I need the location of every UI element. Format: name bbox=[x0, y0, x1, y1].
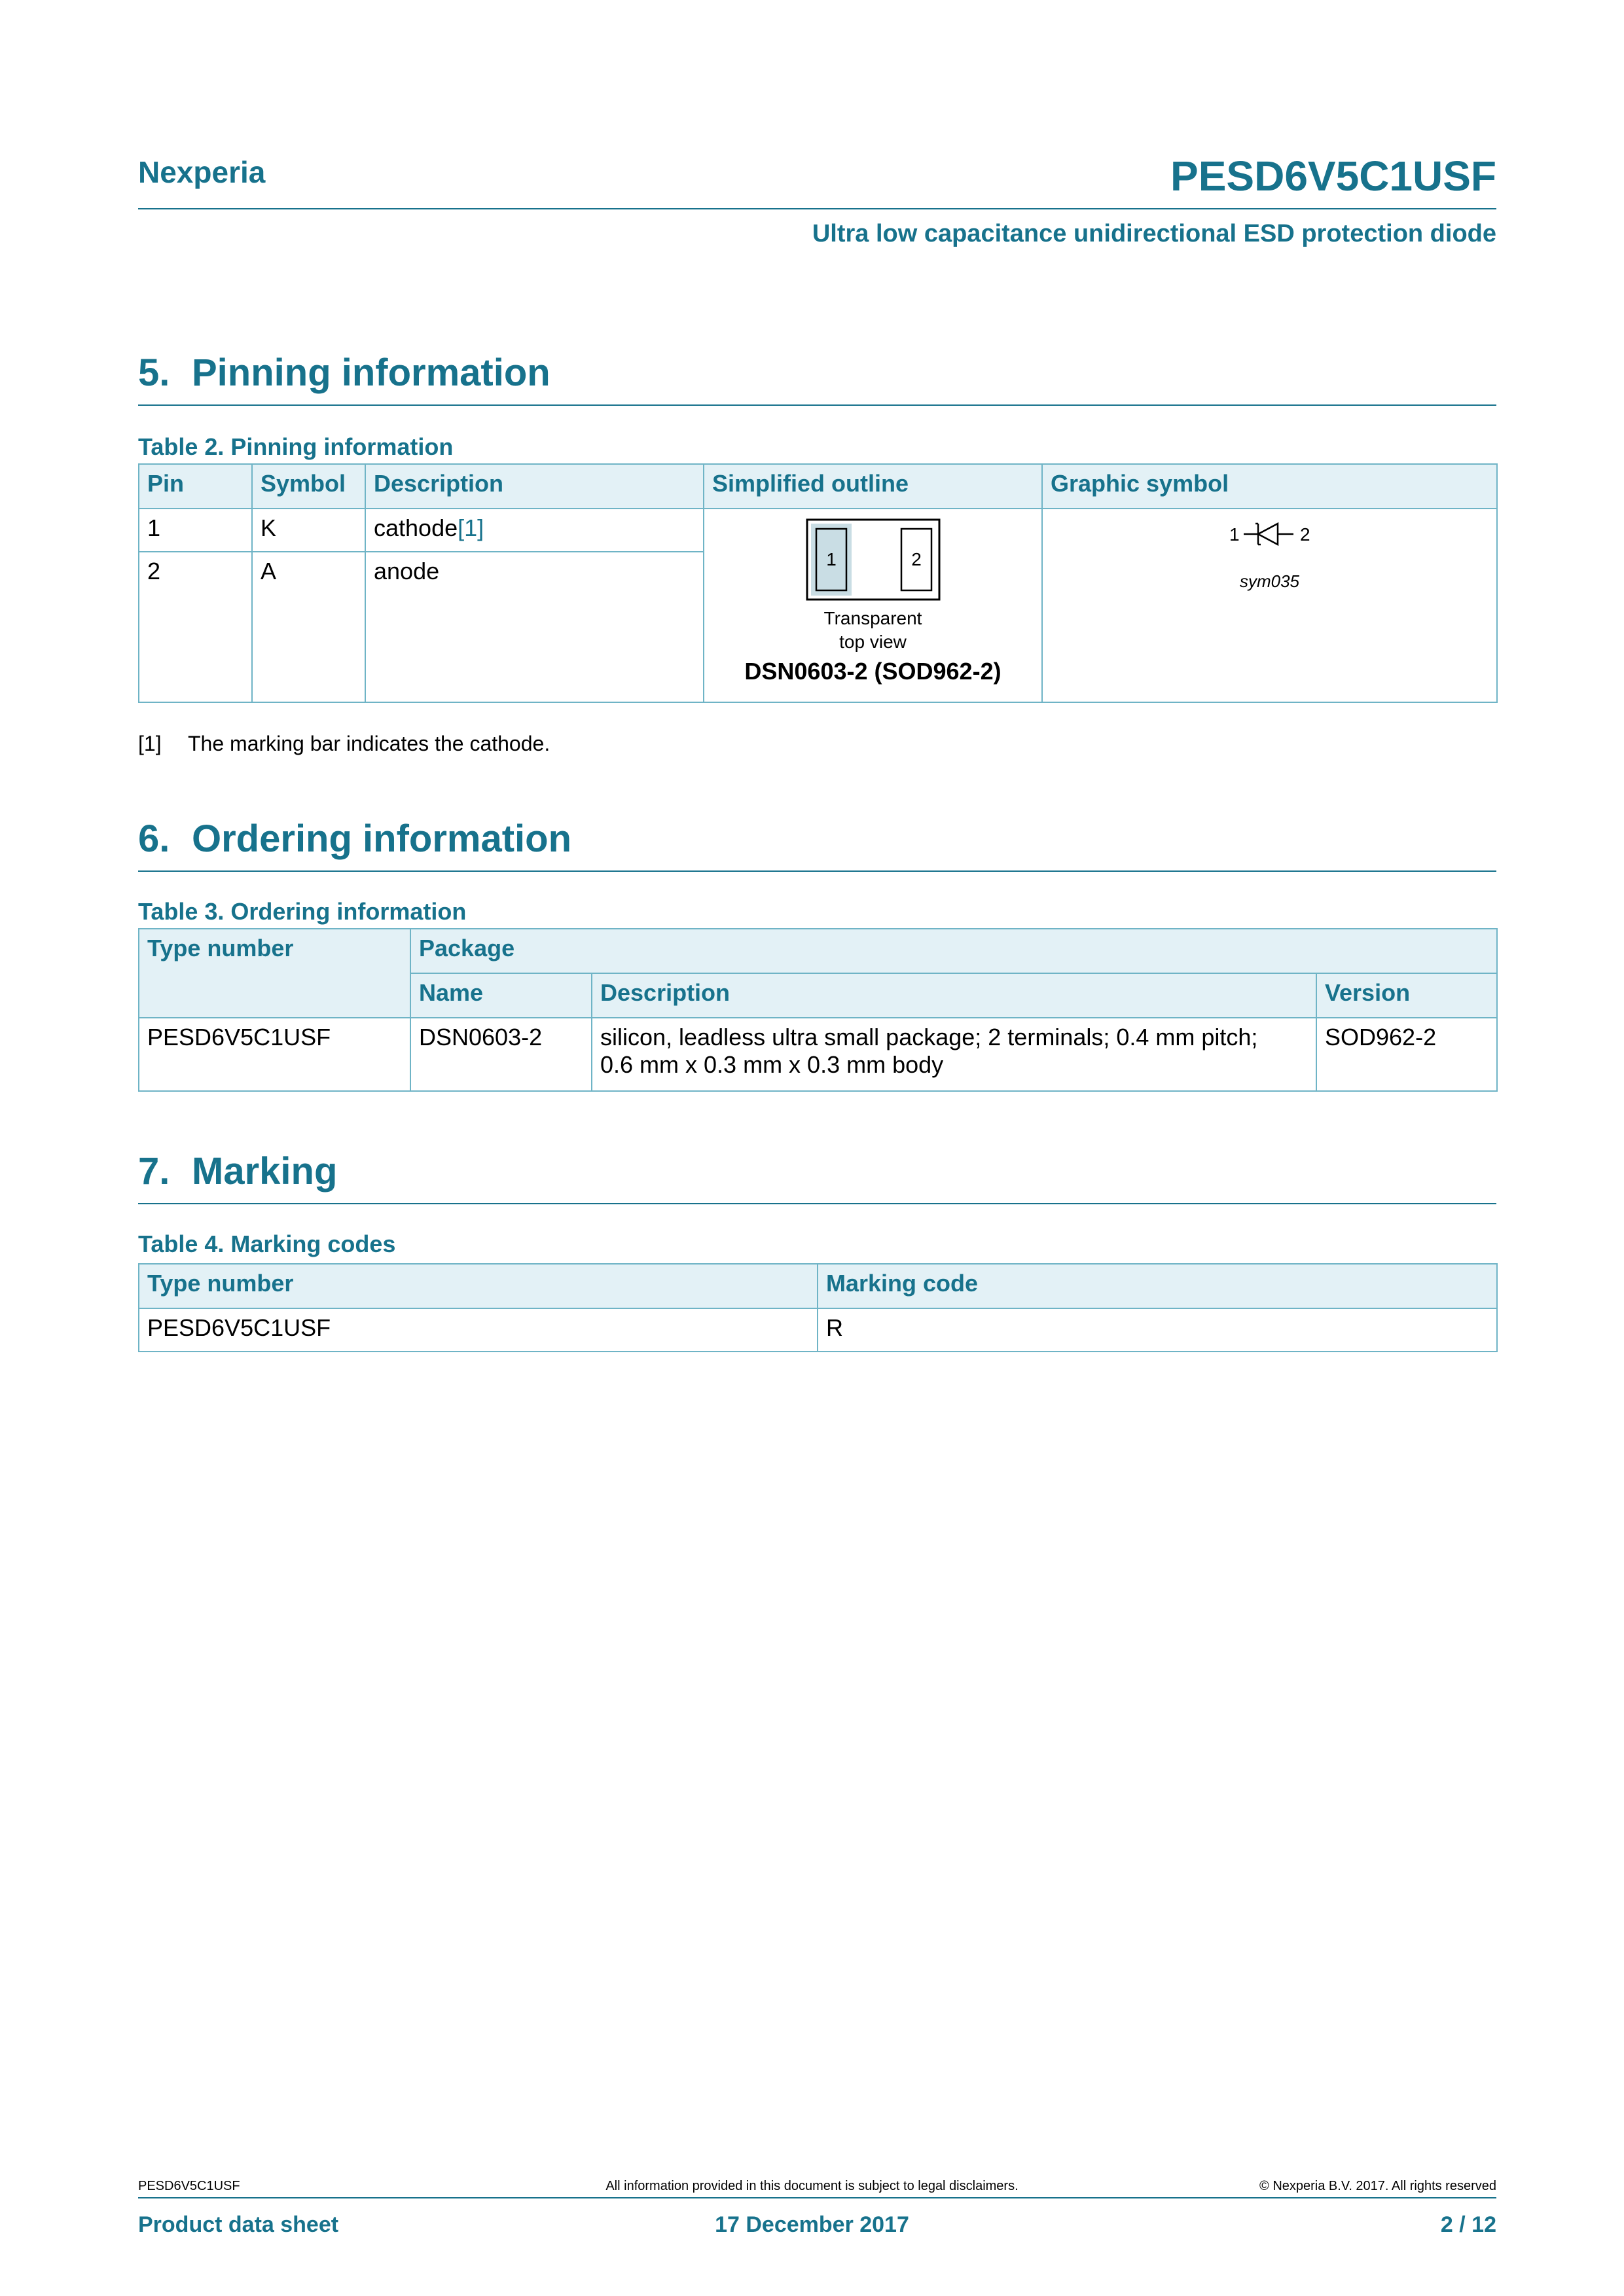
description-cell bbox=[365, 509, 704, 552]
col-header-symbol: Symbol bbox=[252, 464, 365, 509]
pin-cell: 1 bbox=[139, 509, 252, 552]
table-row bbox=[139, 1308, 1497, 1352]
symbol-cell: A bbox=[252, 552, 365, 702]
graphic-symbol-cell bbox=[1042, 509, 1497, 702]
footnote-ref-link[interactable]: [1] bbox=[458, 514, 484, 541]
section-number: 7. bbox=[138, 1150, 170, 1193]
description-line: 0.6 mm x 0.3 mm x 0.3 mm body bbox=[600, 1051, 944, 1078]
col-header-version: Version bbox=[1316, 973, 1497, 1018]
col-header-graphic-symbol: Graphic symbol bbox=[1042, 464, 1497, 509]
outline-caption-line2: top view bbox=[839, 632, 907, 652]
outline-caption-line1: Transparent bbox=[823, 608, 922, 628]
product-name: PESD6V5C1USF bbox=[1170, 152, 1496, 200]
description-text: cathode bbox=[374, 514, 458, 541]
section-title: Marking bbox=[192, 1150, 338, 1193]
type-number-cell: PESD6V5C1USF bbox=[139, 1308, 818, 1352]
section-title: Pinning information bbox=[192, 351, 550, 394]
col-header-name: Name bbox=[410, 973, 592, 1018]
col-header-description: Description bbox=[592, 973, 1316, 1018]
header-divider bbox=[138, 208, 1496, 209]
col-header-simplified-outline: Simplified outline bbox=[704, 464, 1042, 509]
section-title: Ordering information bbox=[192, 817, 571, 860]
footer-disclaimer: All information provided in this document is subject to legal disclaimers. bbox=[605, 2179, 1019, 2193]
footer-copyright: © Nexperia B.V. 2017. All rights reserved bbox=[1259, 2179, 1496, 2193]
col-header-type-number: Type number bbox=[139, 929, 410, 1018]
section-divider bbox=[138, 404, 1496, 406]
pinning-table bbox=[138, 463, 1498, 703]
type-number-cell: PESD6V5C1USF bbox=[139, 1018, 410, 1091]
product-subtitle: Ultra low capacitance unidirectional ESD protection diode bbox=[812, 220, 1496, 247]
col-header-type-number: Type number bbox=[139, 1264, 818, 1308]
package-name: DSN0603-2 (SOD962-2) bbox=[744, 658, 1001, 685]
diode-symbol-icon bbox=[1224, 518, 1316, 551]
package-outline-drawing bbox=[806, 518, 941, 601]
description-line: silicon, leadless ultra small package; 2 terminals; 0.4 mm pitch; bbox=[600, 1024, 1258, 1050]
pad-2-label: 2 bbox=[911, 549, 922, 569]
section-number: 6. bbox=[138, 817, 170, 860]
ordering-table bbox=[138, 928, 1498, 1092]
pin-cell: 2 bbox=[139, 552, 252, 702]
footer-doc-id: PESD6V5C1USF bbox=[138, 2179, 240, 2193]
package-description-cell bbox=[592, 1018, 1316, 1091]
section-number: 5. bbox=[138, 351, 170, 394]
footer-page-number: 2 / 12 bbox=[1440, 2212, 1496, 2237]
footer-date: 17 December 2017 bbox=[715, 2212, 909, 2237]
col-header-marking-code: Marking code bbox=[818, 1264, 1497, 1308]
marking-table bbox=[138, 1263, 1498, 1352]
table-row bbox=[139, 1018, 1497, 1091]
table-caption-marking: Table 4. Marking codes bbox=[138, 1230, 396, 1257]
col-header-pin: Pin bbox=[139, 464, 252, 509]
section-heading-marking bbox=[138, 1149, 337, 1193]
footer-doc-type: Product data sheet bbox=[138, 2212, 339, 2237]
footnote-marker: [1] bbox=[138, 732, 162, 755]
symbol-code: sym035 bbox=[1239, 571, 1300, 591]
table-footnote bbox=[138, 732, 550, 756]
symbol-pin-2: 2 bbox=[1299, 524, 1310, 545]
section-heading-pinning bbox=[138, 351, 550, 395]
section-divider bbox=[138, 1203, 1496, 1204]
version-cell: SOD962-2 bbox=[1316, 1018, 1497, 1091]
package-name-cell: DSN0603-2 bbox=[410, 1018, 592, 1091]
simplified-outline-cell bbox=[704, 509, 1042, 702]
pad-1-label: 1 bbox=[825, 549, 837, 569]
symbol-pin-1: 1 bbox=[1229, 524, 1240, 545]
table-caption-ordering: Table 3. Ordering information bbox=[138, 898, 467, 925]
footnote-text: The marking bar indicates the cathode. bbox=[188, 732, 550, 755]
symbol-cell: K bbox=[252, 509, 365, 552]
col-header-description: Description bbox=[365, 464, 704, 509]
footer-divider bbox=[138, 2197, 1496, 2198]
table-caption-pinning: Table 2. Pinning information bbox=[138, 433, 454, 460]
marking-code-cell: R bbox=[818, 1308, 1497, 1352]
description-cell: anode bbox=[365, 552, 704, 702]
section-heading-ordering bbox=[138, 817, 571, 861]
col-header-package: Package bbox=[410, 929, 1497, 973]
brand-name: Nexperia bbox=[138, 155, 266, 189]
section-divider bbox=[138, 870, 1496, 872]
table-row bbox=[139, 509, 1497, 552]
